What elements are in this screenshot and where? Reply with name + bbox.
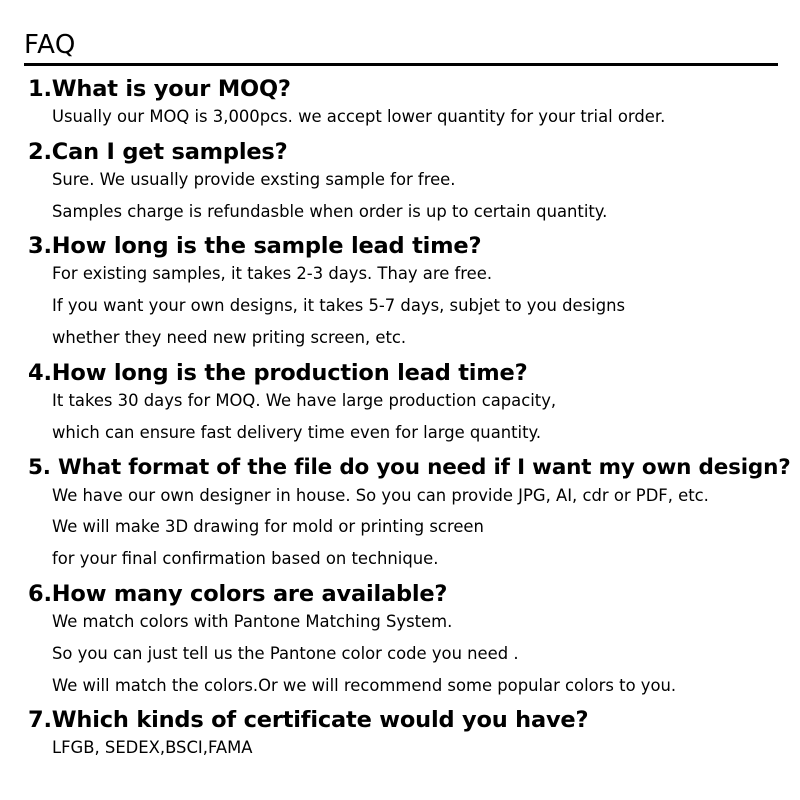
faq-answer-3-line-1: For existing samples, it takes 2-3 days. Thay are free. xyxy=(52,264,493,283)
page-title: FAQ xyxy=(24,30,76,60)
faq-answer-2-line-1: Sure. We usually provide exsting sample for free. xyxy=(52,170,456,189)
faq-answer-4-line-1: It takes 30 days for MOQ. We have large production capacity, xyxy=(52,391,557,410)
faq-question-7: 7.Which kinds of certificate would you have? xyxy=(28,707,589,733)
faq-answer-6-line-1: We match colors with Pantone Matching System. xyxy=(52,612,453,631)
faq-answer-3-line-3: whether they need new priting screen, etc. xyxy=(52,328,407,347)
faq-answer-5-line-1: We have our own designer in house. So you can provide JPG, AI, cdr or PDF, etc. xyxy=(52,486,709,505)
faq-answer-7-line-1: LFGB, SEDEX,BSCI,FAMA xyxy=(52,738,253,757)
faq-question-5: 5. What format of the file do you need if I want my own design? xyxy=(28,455,791,480)
faq-answer-1-line-1: Usually our MOQ is 3,000pcs. we accept lower quantity for your trial order. xyxy=(52,107,666,126)
faq-question-3: 3.How long is the sample lead time? xyxy=(28,233,482,259)
faq-question-4: 4.How long is the production lead time? xyxy=(28,360,528,386)
faq-answer-6-line-3: We will match the colors.Or we will recommend some popular colors to you. xyxy=(52,676,677,695)
faq-question-6: 6.How many colors are available? xyxy=(28,581,448,607)
faq-answer-4-line-2: which can ensure fast delivery time even for large quantity. xyxy=(52,423,542,442)
faq-answer-6-line-2: So you can just tell us the Pantone color code you need . xyxy=(52,644,519,663)
faq-question-1: 1.What is your MOQ? xyxy=(28,76,291,102)
faq-answer-2-line-2: Samples charge is refundasble when order is up to certain quantity. xyxy=(52,202,608,221)
faq-answer-5-line-3: for your final confirmation based on technique. xyxy=(52,549,439,568)
faq-answer-3-line-2: If you want your own designs, it takes 5-7 days, subjet to you designs xyxy=(52,296,626,315)
faq-question-2: 2.Can I get samples? xyxy=(28,139,288,165)
faq-answer-5-line-2: We will make 3D drawing for mold or printing screen xyxy=(52,517,484,536)
